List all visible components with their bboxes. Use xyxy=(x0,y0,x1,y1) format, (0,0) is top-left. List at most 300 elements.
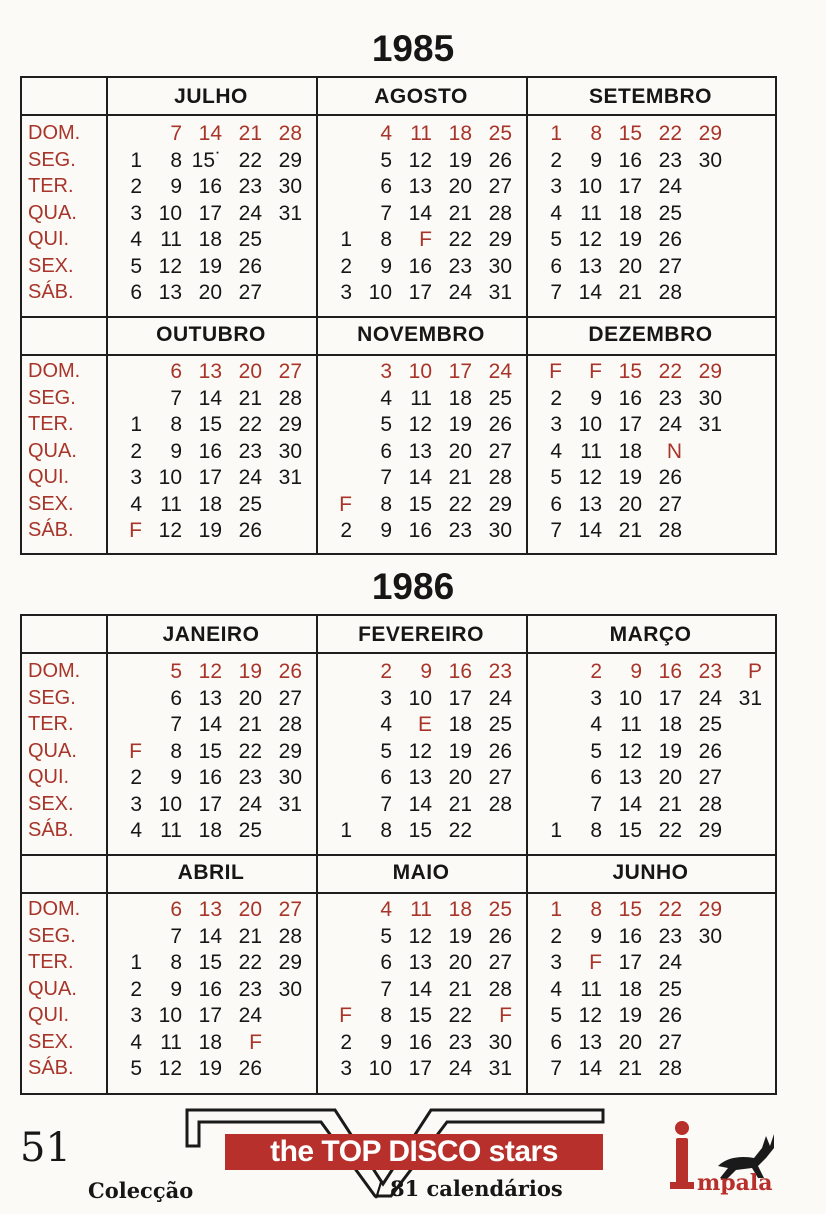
calendar-day: 10 xyxy=(158,792,182,816)
calendar-day: F xyxy=(339,492,352,516)
calendar-day: 21 xyxy=(448,466,472,489)
calendar-day: 19 xyxy=(618,1004,642,1027)
month-name: JULHO xyxy=(174,85,248,108)
calendar-day: 2 xyxy=(550,386,562,410)
day-label: QUA. xyxy=(28,977,77,1000)
calendar-day: 28 xyxy=(278,924,302,948)
calendar-day: 7 xyxy=(380,977,392,1001)
calendar-day: 13 xyxy=(578,492,602,516)
calendar-day: 15 xyxy=(408,1004,432,1027)
calendar-day: 19 xyxy=(618,466,642,489)
calendar-day: 2 xyxy=(380,660,392,683)
calendar-day: 23 xyxy=(658,386,682,410)
calendar-day: 2 xyxy=(340,1030,352,1054)
calendar-day: 17 xyxy=(618,413,642,436)
calendar-day: 27 xyxy=(488,766,512,789)
calendar-day: 27 xyxy=(488,439,512,463)
calendar-day: 26 xyxy=(658,228,682,251)
calendar-day: 7 xyxy=(170,122,182,145)
day-label: SÁB. xyxy=(28,519,74,541)
calendar-day: 21 xyxy=(448,792,472,816)
calendar-day: 1 xyxy=(130,951,142,974)
calendar-day: 28 xyxy=(278,122,302,145)
calendar-day: 29 xyxy=(698,819,722,842)
calendar-day: 13 xyxy=(408,766,432,789)
day-label: SEG. xyxy=(28,686,76,709)
calendar-day: 13 xyxy=(198,360,222,383)
day-label: TER. xyxy=(28,951,74,973)
calendar-day: F xyxy=(249,1030,262,1054)
calendar-day: 1 xyxy=(340,228,352,251)
brand-banner: the TOP DISCO stars xyxy=(225,1134,603,1170)
calendar-day: 9 xyxy=(380,519,392,542)
calendar-day: 2 xyxy=(550,148,562,172)
month-name: AGOSTO xyxy=(374,85,468,108)
calendar-day: 7 xyxy=(170,924,182,948)
calendar-day: 24 xyxy=(448,281,472,304)
day-label: TER. xyxy=(28,413,74,435)
calendar-day: 9 xyxy=(170,766,182,789)
calendar-day: 28 xyxy=(278,713,302,736)
calendar-day: 24 xyxy=(238,792,262,816)
calendar-day: 26 xyxy=(488,148,512,172)
calendar-day: 9 xyxy=(590,924,602,948)
calendar-day: 21 xyxy=(238,924,262,948)
calendar-day: 15˙ xyxy=(191,148,222,172)
calendar-day: 24 xyxy=(238,201,262,225)
calendar-day: 2 xyxy=(340,519,352,542)
calendar-day: 18 xyxy=(658,713,682,736)
calendar-day: 8 xyxy=(170,413,182,436)
calendar-day: 13 xyxy=(408,175,432,198)
calendar-day: 7 xyxy=(550,1057,562,1080)
calendar-day: 25 xyxy=(488,713,512,736)
day-label: QUA. xyxy=(28,439,77,462)
calendar-day: 10 xyxy=(618,686,642,710)
calendar-day: 16 xyxy=(198,977,222,1001)
calendar-day: 18 xyxy=(198,819,222,842)
calendar-day: 24 xyxy=(488,686,512,710)
calendar-day: 19 xyxy=(198,254,222,278)
calendar-day: 17 xyxy=(618,951,642,974)
calendar-day: 28 xyxy=(658,1057,682,1080)
calendar-day: 8 xyxy=(380,819,392,842)
calendar-day: 27 xyxy=(278,686,302,710)
calendar-day: 24 xyxy=(488,360,512,383)
calendar-day: 28 xyxy=(658,281,682,304)
calendar-day: 23 xyxy=(238,439,262,463)
calendar-day: 25 xyxy=(238,492,262,516)
day-label: TER. xyxy=(28,713,74,735)
month-name: DEZEMBRO xyxy=(588,323,713,346)
calendar-day: 15 xyxy=(198,739,222,763)
calendar-day: 13 xyxy=(198,686,222,710)
calendar-day: 5 xyxy=(550,1004,562,1027)
calendar-day: 22 xyxy=(658,898,682,921)
calendar-day: 18 xyxy=(448,386,472,410)
calendar-day: E xyxy=(417,713,432,736)
calendar-day: 3 xyxy=(130,466,142,489)
calendar-day: 6 xyxy=(170,898,182,921)
calendar-day: 23 xyxy=(238,977,262,1001)
calendar-day: 10 xyxy=(368,281,392,304)
calendar-day: 23 xyxy=(488,660,512,683)
calendar-day: 14 xyxy=(578,1057,602,1080)
calendar-day: 4 xyxy=(550,977,562,1001)
calendar-day: F xyxy=(589,951,602,974)
calendar-day: 23 xyxy=(448,1030,472,1054)
calendar-day: 2 xyxy=(550,924,562,948)
month-name: MAIO xyxy=(392,861,450,884)
grid-hline xyxy=(22,892,775,894)
calendar-day: 18 xyxy=(448,713,472,736)
calendar-day: 22 xyxy=(448,1004,472,1027)
calendar-day: 12 xyxy=(408,924,432,948)
calendar-day: 5 xyxy=(380,739,392,763)
calendar-day: 14 xyxy=(578,281,602,304)
calendar-day: 17 xyxy=(658,686,682,710)
calendar-day: 30 xyxy=(698,386,722,410)
calendar-day: 4 xyxy=(380,713,392,736)
calendar-day: 12 xyxy=(198,660,222,683)
calendar-day: 22 xyxy=(448,228,472,251)
day-label: SEX. xyxy=(28,254,74,277)
grid-hline xyxy=(22,114,775,116)
calendar-day: 28 xyxy=(488,201,512,225)
calendar-day: 27 xyxy=(658,254,682,278)
calendar-day: 8 xyxy=(380,1004,392,1027)
calendar-day: 5 xyxy=(170,660,182,683)
month-name: ABRIL xyxy=(177,861,245,884)
calendar-day: 17 xyxy=(408,281,432,304)
calendar-day: 1 xyxy=(550,819,562,842)
calendar-day: 9 xyxy=(170,977,182,1001)
calendar-day: 5 xyxy=(380,413,392,436)
calendar-day: 26 xyxy=(238,1057,262,1080)
calendar-day: 17 xyxy=(198,201,222,225)
calendar-day: 23 xyxy=(448,519,472,542)
calendar-day: 4 xyxy=(380,898,392,921)
month-name: JUNHO xyxy=(612,861,689,884)
calendar-day: 8 xyxy=(380,492,392,516)
calendar-day: 20 xyxy=(618,254,642,278)
calendar-day: 10 xyxy=(158,466,182,489)
calendar-day: 19 xyxy=(658,739,682,763)
calendar-day: 2 xyxy=(130,175,142,198)
calendar-day: 20 xyxy=(238,686,262,710)
calendar-day: 25 xyxy=(238,819,262,842)
calendar-day: 1 xyxy=(130,413,142,436)
calendar-day: 11 xyxy=(620,713,642,736)
calendar-day: 9 xyxy=(590,386,602,410)
calendar-1986 xyxy=(20,614,777,1095)
calendar-day: 30 xyxy=(278,439,302,463)
calendar-day: 2 xyxy=(340,254,352,278)
calendar-day: 26 xyxy=(698,739,722,763)
calendar-day: 7 xyxy=(380,201,392,225)
calendar-day: 11 xyxy=(410,386,432,410)
calendar-day: 4 xyxy=(380,122,392,145)
calendar-day: 2 xyxy=(130,766,142,789)
calendar-day: 29 xyxy=(488,492,512,516)
calendar-day: 31 xyxy=(278,201,302,225)
calendar-day: 18 xyxy=(198,492,222,516)
calendar-day: 4 xyxy=(550,201,562,225)
day-label: SEG. xyxy=(28,924,76,947)
calendar-day: 7 xyxy=(380,466,392,489)
calendar-day: P xyxy=(747,660,762,683)
calendar-day: 30 xyxy=(278,766,302,789)
calendar-day: 5 xyxy=(130,254,142,278)
grid-hline xyxy=(22,354,775,356)
calendar-day: 27 xyxy=(658,1030,682,1054)
calendar-day: 31 xyxy=(278,792,302,816)
calendar-day: 10 xyxy=(408,686,432,710)
calendar-day: 20 xyxy=(448,766,472,789)
card-number: 51 xyxy=(20,1125,71,1171)
calendar-day: 20 xyxy=(618,1030,642,1054)
calendar-day: 27 xyxy=(488,951,512,974)
calendar-day: 13 xyxy=(578,254,602,278)
month-name: NOVEMBRO xyxy=(357,323,485,346)
calendar-day: 20 xyxy=(238,898,262,921)
calendar-day: F xyxy=(589,360,602,383)
calendar-day: 13 xyxy=(198,898,222,921)
calendar-day: 18 xyxy=(198,228,222,251)
calendar-day: 5 xyxy=(550,466,562,489)
grid-hline xyxy=(22,316,775,318)
calendar-day: 28 xyxy=(658,519,682,542)
calendar-day: 14 xyxy=(198,924,222,948)
calendar-day: 17 xyxy=(408,1057,432,1080)
calendar-day: 3 xyxy=(130,201,142,225)
calendar-day: 20 xyxy=(618,492,642,516)
calendar-day: 5 xyxy=(380,924,392,948)
day-label: DOM. xyxy=(28,122,81,144)
calendar-day: 30 xyxy=(488,254,512,278)
day-label: QUI. xyxy=(28,466,70,488)
calendar-day: 5 xyxy=(380,148,392,172)
calendar-day: 16 xyxy=(618,148,642,172)
calendar-day: 10 xyxy=(158,201,182,225)
calendar-day: 26 xyxy=(238,519,262,542)
calendar-day: F xyxy=(499,1004,512,1027)
calendar-day: 19 xyxy=(448,739,472,763)
month-name: JANEIRO xyxy=(162,623,260,646)
calendar-day: 10 xyxy=(368,1057,392,1080)
day-label: SEX. xyxy=(28,492,74,515)
calendar-day: 30 xyxy=(488,1030,512,1054)
calendar-day: 21 xyxy=(618,519,642,542)
calendar-day: 11 xyxy=(160,1030,182,1054)
calendar-day: 6 xyxy=(380,175,392,198)
calendar-day: 11 xyxy=(160,819,182,842)
calendar-day: 6 xyxy=(550,254,562,278)
calendar-day: 29 xyxy=(278,739,302,763)
calendar-day: 22 xyxy=(238,148,262,172)
calendar-day: 30 xyxy=(698,148,722,172)
calendar-day: 16 xyxy=(408,254,432,278)
calendar-day: 7 xyxy=(170,386,182,410)
calendar-day: 11 xyxy=(580,977,602,1001)
calendar-day: 22 xyxy=(658,122,682,145)
calendar-day: 16 xyxy=(198,175,222,198)
calendar-day: 11 xyxy=(580,439,602,463)
calendar-day: 8 xyxy=(170,739,182,763)
calendar-day: 3 xyxy=(550,175,562,198)
calendar-day: 19 xyxy=(618,228,642,251)
calendar-day: 29 xyxy=(278,951,302,974)
calendar-day: 22 xyxy=(448,819,472,842)
calendar-day: 15 xyxy=(618,122,642,145)
calendar-day: 18 xyxy=(618,201,642,225)
calendar-day: 18 xyxy=(198,1030,222,1054)
day-label: QUI. xyxy=(28,766,70,788)
calendar-day: 6 xyxy=(550,492,562,516)
calendar-day: 29 xyxy=(698,898,722,921)
calendar-day: 23 xyxy=(698,660,722,683)
calendar-day: 12 xyxy=(158,254,182,278)
calendar-day: 16 xyxy=(618,924,642,948)
calendar-day: 28 xyxy=(488,792,512,816)
calendar-day: 28 xyxy=(278,386,302,410)
calendar-day: 19 xyxy=(238,660,262,683)
month-name: OUTUBRO xyxy=(156,323,266,346)
calendar-day: 27 xyxy=(278,360,302,383)
calendar-day: 9 xyxy=(420,660,432,683)
calendar-day: 26 xyxy=(488,739,512,763)
calendar-day: 14 xyxy=(198,713,222,736)
calendar-day: 14 xyxy=(408,792,432,816)
calendar-day: 14 xyxy=(408,201,432,225)
day-label: QUI. xyxy=(28,1004,70,1026)
day-label: SÁB. xyxy=(28,1057,74,1079)
calendar-day: 8 xyxy=(590,819,602,842)
calendar-day: 1 xyxy=(550,122,562,145)
calendar-day: 24 xyxy=(658,175,682,198)
calendar-day: 23 xyxy=(238,766,262,789)
calendar-day: 3 xyxy=(340,281,352,304)
calendar-day: 24 xyxy=(658,413,682,436)
calendar-day: 12 xyxy=(408,148,432,172)
calendar-day: 11 xyxy=(410,122,432,145)
calendar-day: 11 xyxy=(160,492,182,516)
month-name: MARÇO xyxy=(609,623,692,646)
collection-label: Colecção xyxy=(88,1178,194,1203)
calendar-day: 29 xyxy=(278,413,302,436)
calendar-day: 19 xyxy=(448,413,472,436)
calendar-day: 16 xyxy=(408,1030,432,1054)
day-label: SÁB. xyxy=(28,819,74,841)
calendar-day: 16 xyxy=(198,439,222,463)
calendar-day: 19 xyxy=(448,148,472,172)
calendar-day: 14 xyxy=(408,977,432,1001)
calendar-day: 12 xyxy=(158,519,182,542)
calendar-day: 7 xyxy=(590,792,602,816)
calendar-day: 8 xyxy=(590,122,602,145)
calendar-day: 4 xyxy=(590,713,602,736)
calendar-day: 5 xyxy=(590,739,602,763)
calendar-day: 27 xyxy=(488,175,512,198)
calendar-day: 12 xyxy=(578,228,602,251)
calendar-day: 13 xyxy=(578,1030,602,1054)
calendar-day: 29 xyxy=(488,228,512,251)
calendar-1985 xyxy=(20,76,777,555)
calendar-day: 15 xyxy=(198,951,222,974)
day-label: SEG. xyxy=(28,148,76,171)
calendar-day: 9 xyxy=(380,1030,392,1054)
calendar-day: 20 xyxy=(448,175,472,198)
calendar-day: 3 xyxy=(550,951,562,974)
calendar-day: 14 xyxy=(198,122,222,145)
calendar-day: F xyxy=(129,739,142,763)
calendar-day: 6 xyxy=(380,766,392,789)
calendar-day: 6 xyxy=(130,281,142,304)
calendar-day: 20 xyxy=(238,360,262,383)
calendar-day: 17 xyxy=(448,686,472,710)
calendar-day: 8 xyxy=(380,228,392,251)
calendar-day: 3 xyxy=(340,1057,352,1080)
calendar-day: 1 xyxy=(550,898,562,921)
day-label: SEG. xyxy=(28,386,76,409)
calendar-day: 21 xyxy=(238,713,262,736)
calendar-day: F xyxy=(339,1004,352,1027)
day-label: DOM. xyxy=(28,660,81,682)
calendar-day: 24 xyxy=(238,1004,262,1027)
month-name: FEVEREIRO xyxy=(358,623,484,646)
calendar-count-label: / 81 calendários xyxy=(375,1176,563,1201)
calendar-day: 29 xyxy=(278,148,302,172)
calendar-day: 26 xyxy=(278,660,302,683)
calendar-day: 29 xyxy=(698,122,722,145)
month-name: SETEMBRO xyxy=(588,85,712,108)
calendar-day: 30 xyxy=(278,175,302,198)
calendar-day: 6 xyxy=(590,766,602,789)
grid-hline xyxy=(22,854,775,856)
day-label: SÁB. xyxy=(28,281,74,303)
calendar-day: 28 xyxy=(488,466,512,489)
calendar-day: 18 xyxy=(448,122,472,145)
calendar-day: 20 xyxy=(448,439,472,463)
calendar-day: 5 xyxy=(130,1057,142,1080)
calendar-day: 12 xyxy=(618,739,642,763)
calendar-day: 10 xyxy=(408,360,432,383)
day-label: SEX. xyxy=(28,792,74,815)
calendar-day: 20 xyxy=(198,281,222,304)
calendar-day: 24 xyxy=(238,466,262,489)
calendar-day: 31 xyxy=(698,413,722,436)
calendar-day: 25 xyxy=(488,122,512,145)
calendar-day: 15 xyxy=(618,898,642,921)
year-1986-title: 1986 xyxy=(371,566,455,607)
calendar-day: 25 xyxy=(238,228,262,251)
calendar-day: 19 xyxy=(198,1057,222,1080)
calendar-day: F xyxy=(549,360,562,383)
calendar-day: 23 xyxy=(658,924,682,948)
calendar-day: 6 xyxy=(170,360,182,383)
calendar-day: 9 xyxy=(170,439,182,463)
calendar-day: 12 xyxy=(158,1057,182,1080)
calendar-day: 4 xyxy=(550,439,562,463)
calendar-day: 3 xyxy=(380,360,392,383)
calendar-day: 17 xyxy=(618,175,642,198)
calendar-day: 1 xyxy=(340,819,352,842)
calendar-day: 15 xyxy=(618,360,642,383)
day-label: SEX. xyxy=(28,1030,74,1053)
calendar-day: 12 xyxy=(578,466,602,489)
calendar-day: 18 xyxy=(448,898,472,921)
calendar-day: 31 xyxy=(738,686,762,710)
